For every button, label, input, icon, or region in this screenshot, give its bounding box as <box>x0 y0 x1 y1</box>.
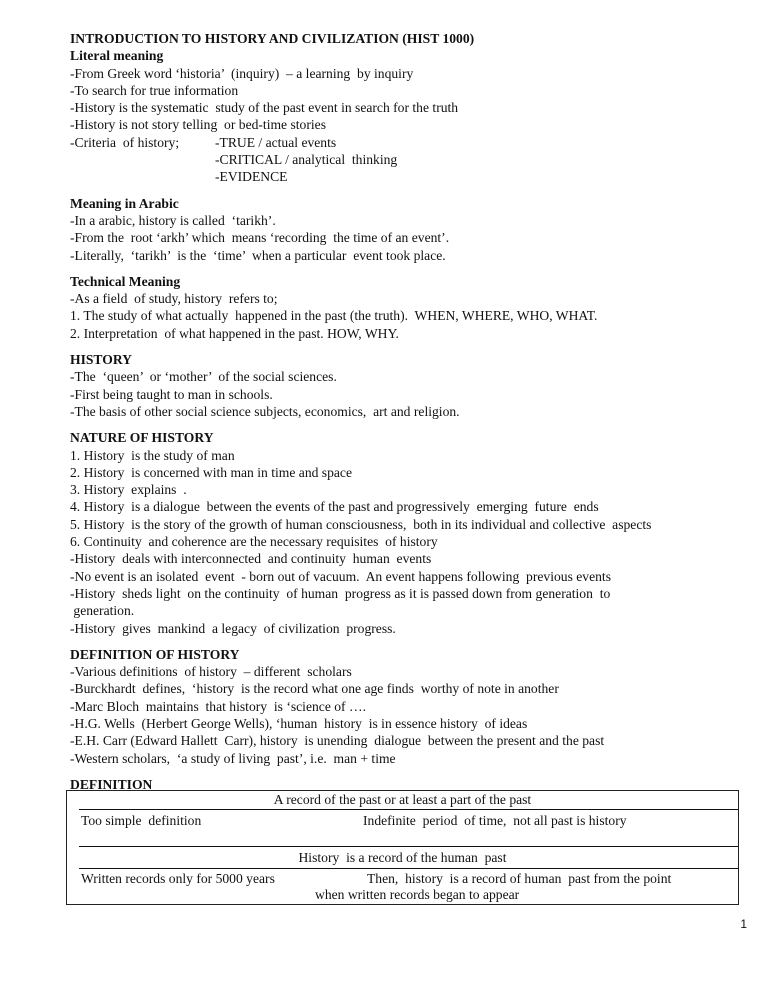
criteria-list <box>215 134 397 186</box>
criteria-item: -TRUE / actual events <box>215 134 337 150</box>
criteria-item: -EVIDENCE <box>215 169 288 185</box>
text-line: -History is not story telling or bed-time stories <box>70 117 326 133</box>
text-line: -From Greek word ‘historia’ (inquiry) – a learning by inquiry <box>70 65 414 81</box>
text-line: -E.H. Carr (Edward Hallett Carr), history is unending dialogue between the present and the past <box>70 733 605 749</box>
criteria-item: -CRITICAL / analytical thinking <box>215 152 398 168</box>
text-line: 2. History is concerned with man in time and space <box>70 464 352 480</box>
text-line: -From the root ‘arkh’ which means ‘recording the time of an event’. <box>70 230 450 246</box>
text-line: -As a field of study, history refers to; <box>70 291 278 307</box>
criteria-block <box>70 134 740 186</box>
text-line: 6. Continuity and coherence are the necessary requisites of history <box>70 534 438 550</box>
definition-row1-right: Indefinite period of time, not all past is history <box>363 813 627 828</box>
text-line: -History gives mankind a legacy of civilization progress. <box>70 620 396 636</box>
text-line: -Various definitions of history – different scholars <box>70 664 352 680</box>
definition-row2-right-1: Then, history is a record of human past from the point <box>367 871 672 886</box>
text-line: -Burckhardt defines, ‘history is the record what one age finds worthy of note in another <box>70 681 559 697</box>
text-line: -The ‘queen’ or ‘mother’ of the social sciences. <box>70 369 337 385</box>
document-title: INTRODUCTION TO HISTORY AND CIVILIZATION (HIST 1000) <box>70 31 475 46</box>
heading-literal-meaning: Literal meaning <box>70 48 164 64</box>
definition-row2-right-2: when written records began to appear <box>315 887 520 902</box>
document-body <box>70 30 740 793</box>
heading-definition: DEFINITION <box>70 776 153 792</box>
page-number: 1 <box>740 917 747 931</box>
text-line: -In a arabic, history is called ‘tarikh’. <box>70 212 276 228</box>
text-line: 1. The study of what actually happened in the past (the truth). WHEN, WHERE, WHO, WHAT. <box>70 308 598 324</box>
definition-row2-left: Written records only for 5000 years <box>81 871 275 886</box>
text-line: 3. History explains . <box>70 482 187 498</box>
text-line: -History sheds light on the continuity of human progress as it is passed down from generation to <box>70 585 611 601</box>
text-line: -Marc Bloch maintains that history is ‘science of …. <box>70 698 366 714</box>
text-line: -History is the systematic study of the past event in search for the truth <box>70 100 459 116</box>
text-line: 5. History is the story of the growth of human consciousness, both in its individual and collective aspects <box>70 516 652 532</box>
text-line: -History deals with interconnected and continuity human events <box>70 551 432 567</box>
heading-technical-meaning: Technical Meaning <box>70 273 181 289</box>
divider <box>79 809 738 810</box>
text-line: -First being taught to man in schools. <box>70 386 273 402</box>
heading-meaning-in-arabic: Meaning in Arabic <box>70 195 179 211</box>
definition-box <box>66 790 739 905</box>
text-line: 2. Interpretation of what happened in the past. HOW, WHY. <box>70 325 399 341</box>
divider <box>79 868 738 869</box>
text-line: -The basis of other social science subjects, economics, art and religion. <box>70 403 460 419</box>
heading-definition-of-history: DEFINITION OF HISTORY <box>70 646 240 662</box>
text-line: 1. History is the study of man <box>70 447 235 463</box>
criteria-label: -Criteria of history; <box>70 134 180 150</box>
text-line: 4. History is a dialogue between the events of the past and progressively emerging future ends <box>70 499 599 515</box>
text-line: -Western scholars, ‘a study of living past’, i.e. man + time <box>70 750 396 766</box>
text-line: -No event is an isolated event - born out of vacuum. An event happens following previous events <box>70 568 611 584</box>
text-line: generation. <box>70 603 135 619</box>
heading-nature-of-history: NATURE OF HISTORY <box>70 430 214 446</box>
text-line: -H.G. Wells (Herbert George Wells), ‘human history is in essence history of ideas <box>70 715 528 731</box>
divider <box>79 846 738 847</box>
heading-history: HISTORY <box>70 352 132 368</box>
text-line: -To search for true information <box>70 82 239 98</box>
definition-row1-center: A record of the past or at least a part of the past <box>273 792 532 807</box>
definition-row2-center: History is a record of the human past <box>298 850 507 865</box>
text-line: -Literally, ‘tarikh’ is the ‘time’ when a particular event took place. <box>70 247 446 263</box>
definition-row1-left: Too simple definition <box>81 813 202 828</box>
